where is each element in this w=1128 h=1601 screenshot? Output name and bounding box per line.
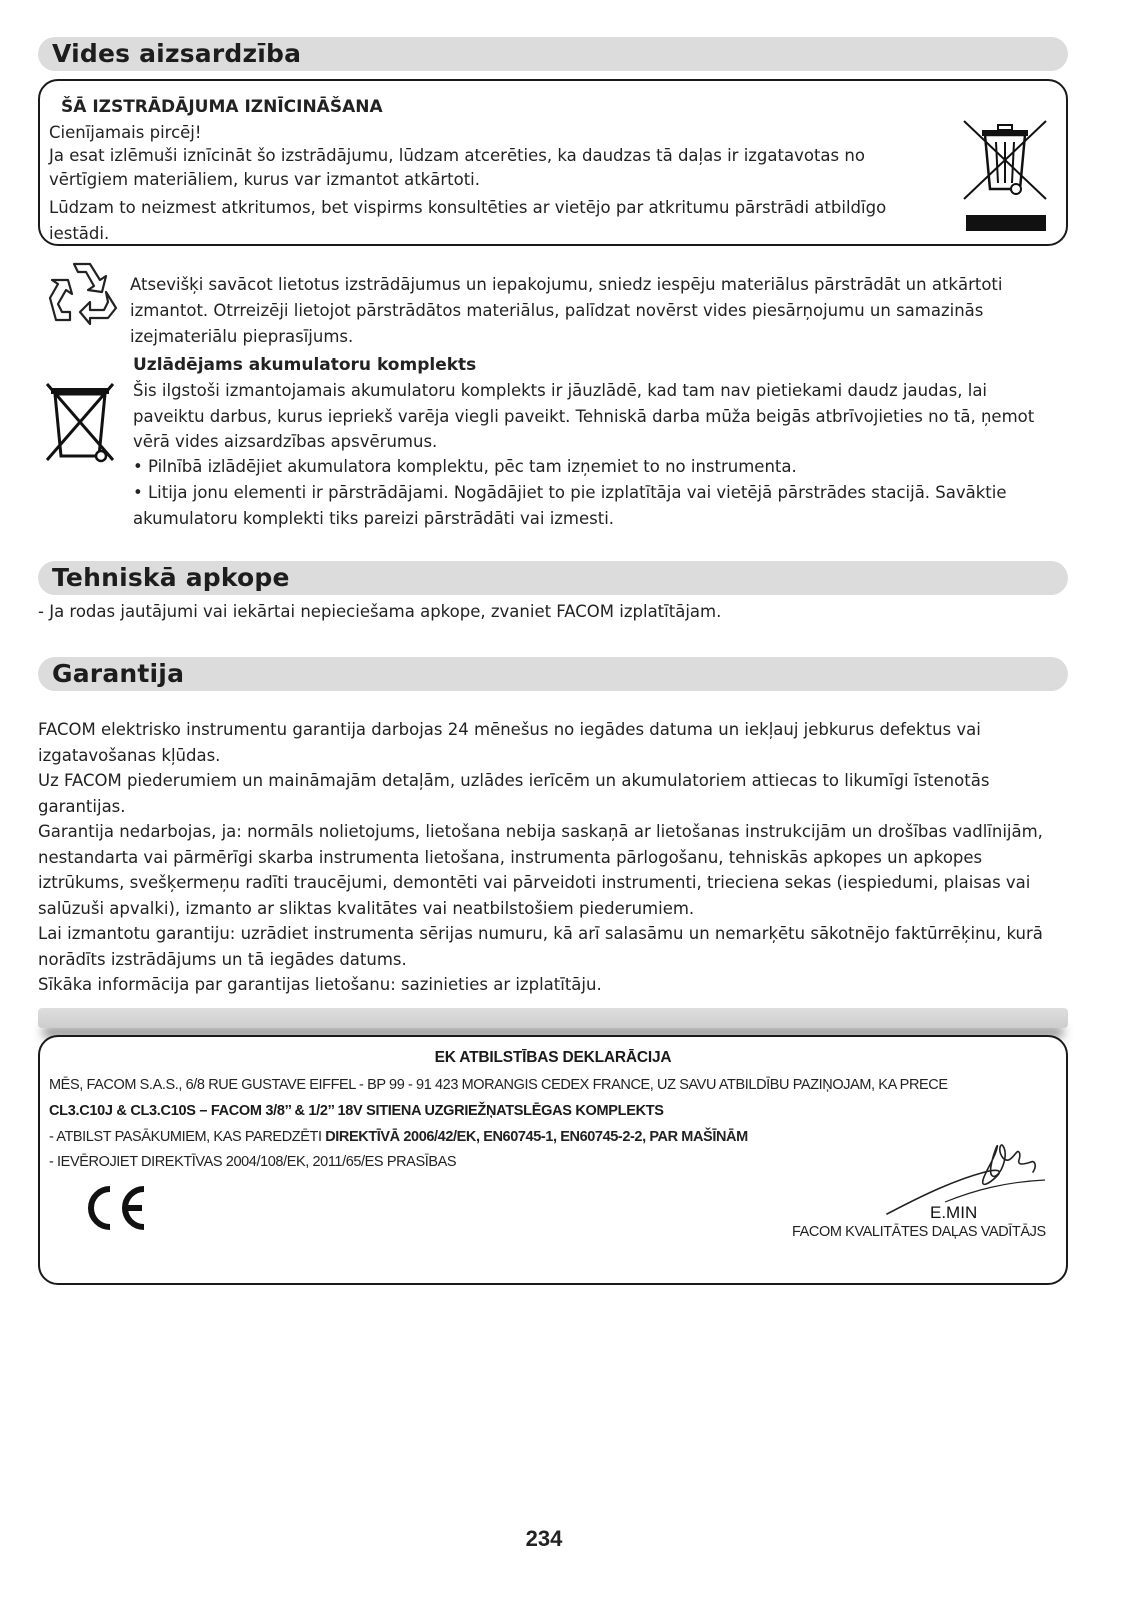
declaration-line-3-prefix: - ATBILST PASĀKUMIEM, KAS PAREDZĒTI xyxy=(49,1129,326,1145)
declaration-directive: DIREKTĪVĀ 2006/42/EK, EN60745-1, EN60745-2-2, PAR MAŠĪNĀM xyxy=(325,1129,748,1145)
warranty-paragraph-3: Garantija nedarbojas, ja: normāls nolietojums, lietošana nebija saskaņā ar lietošanas instrukcijām un drošības vadlīnijām, nestandarta vai pārmērīgi skarba instrumenta lietošana, instrumenta pārlogošanu, tehniskās apkopes un apkopes iztrūkums, svešķermeņu radīti traucējumi, demontēti vai pārveidoti instrumenti, trieciena sekas (iespiedumi, plaisas vai salūzuši apvalki), izmanto ar sliktas kvalitātes vai neatbilstošiem piederumiem. xyxy=(38,822,1043,918)
disposal-box xyxy=(38,79,1068,246)
recycle-text: Atsevišķi savācot lietotus izstrādājumus un iepakojumu, sniedz iespēju materiālus pārstrādāt un atkārtoti izmantot. Otrreizēji lietojot pārstrādātos materiālus, palīdzat novērst vides piesārņojumu un samazinās izejmateriālu pieprasījums. xyxy=(130,275,1003,346)
section-header-warranty xyxy=(38,657,1068,691)
disposal-paragraph-2: Lūdzam to neizmest atkritumos, bet vispirms konsultēties ar vietējo par atkritumu pārstrādi atbildīgo iestādi. xyxy=(49,198,887,243)
warranty-paragraph-4: Lai izmantotu garantiju: uzrādiet instrumenta sērijas numuru, kā arī salasāmu un nemarķētu sākotnējo faktūrrēķinu, kurā norādīts izstrādājums un tā iegādes datums. xyxy=(38,924,1043,969)
section-title: Garantija xyxy=(52,659,185,688)
recycle-icon xyxy=(44,258,120,328)
declaration-line-4: - IEVĒROJIET DIREKTĪVAS 2004/108/EK, 2011/65/ES PRASĪBAS xyxy=(49,1154,457,1170)
disposal-heading: ŠĀ IZSTRĀDĀJUMA IZNĪCINĀŠANA xyxy=(61,97,383,117)
ce-mark-logo xyxy=(82,1185,148,1231)
declaration-box xyxy=(38,1035,1068,1285)
warranty-paragraph-2: Uz FACOM piederumiem un maināmajām detaļām, uzlādes ierīcēm un akumulatoriem attiecas to likumīgi īstenotās garantijas. xyxy=(38,771,990,816)
section-title: Tehniskā apkope xyxy=(52,563,290,592)
battery-bullet-1: • Pilnībā izlādējiet akumulatora komplektu, pēc tam izņemiet to no instrumenta. xyxy=(133,457,797,476)
battery-text: Šis ilgstoši izmantojamais akumulatoru komplekts ir jāuzlādē, kad tam nav pietiekami daudz jaudas, lai paveiktu darbus, kurus iepriekš varēja viegli paveikt. Tehniskā darba mūža beigās atbrīvojieties no tā, ņemot vērā vides aizsardzības apsvērumus. xyxy=(133,381,1035,451)
divider-bar xyxy=(38,1008,1068,1028)
declaration-line-1: MĒS, FACOM S.A.S., 6/8 RUE GUSTAVE EIFFEL - BP 99 - 91 423 MORANGIS CEDEX FRANCE, UZ SAVU ATBILDĪBU PAZIŅOJAM, KA PRECE xyxy=(49,1077,948,1093)
battery-bullet-2: • Litija jonu elementi ir pārstrādājami. Nogādājiet to pie izplatītāja vai vietējā pārstrādes stacijā. Savāktie akumulatoru komplekti tiks pareizi pārstrādāti vai izmesti. xyxy=(133,483,1007,528)
signer-name: E.MIN xyxy=(930,1203,978,1222)
declaration-product: CL3.C10J & CL3.C10S – FACOM 3/8’’ & 1/2’’ 18V SITIENA UZGRIEŽŅATSLĒGAS KOMPLEKTS xyxy=(49,1103,664,1119)
declaration-line-3 xyxy=(49,1129,748,1145)
disposal-paragraph-1: Ja esat izlēmuši iznīcināt šo izstrādājumu, lūdzam atcerēties, ka daudzas tā daļas ir izgatavotas no vērtīgiem materiāliem, kurus var izmantot atkārtoti. xyxy=(49,146,865,189)
section-header-service xyxy=(38,561,1068,595)
crossed-bin-icon xyxy=(960,117,1050,233)
service-text: - Ja rodas jautājumi vai iekārtai nepieciešama apkope, zvaniet FACOM izplatītājam. xyxy=(38,602,722,621)
battery-disposal-icon xyxy=(43,380,117,464)
warranty-text xyxy=(38,717,1073,998)
signer-title: FACOM KVALITĀTES DAĻAS VADĪTĀJS xyxy=(792,1224,1046,1240)
section-header-environment xyxy=(38,37,1068,71)
battery-heading: Uzlādējams akumulatoru komplekts xyxy=(133,355,477,375)
page-number: 234 xyxy=(525,1526,563,1551)
disposal-greeting: Cienījamais pircēj! xyxy=(49,123,202,142)
declaration-heading: EK ATBILSTĪBAS DEKLARĀCIJA xyxy=(434,1049,672,1066)
section-title: Vides aizsardzība xyxy=(52,39,302,68)
warranty-paragraph-1: FACOM elektrisko instrumentu garantija darbojas 24 mēnešus no iegādes datuma un iekļauj jebkurus defektus vai izgatavošanas kļūdas. xyxy=(38,720,981,765)
warranty-paragraph-5: Sīkāka informācija par garantijas lietošanu: sazinieties ar izplatītāju. xyxy=(38,975,602,994)
